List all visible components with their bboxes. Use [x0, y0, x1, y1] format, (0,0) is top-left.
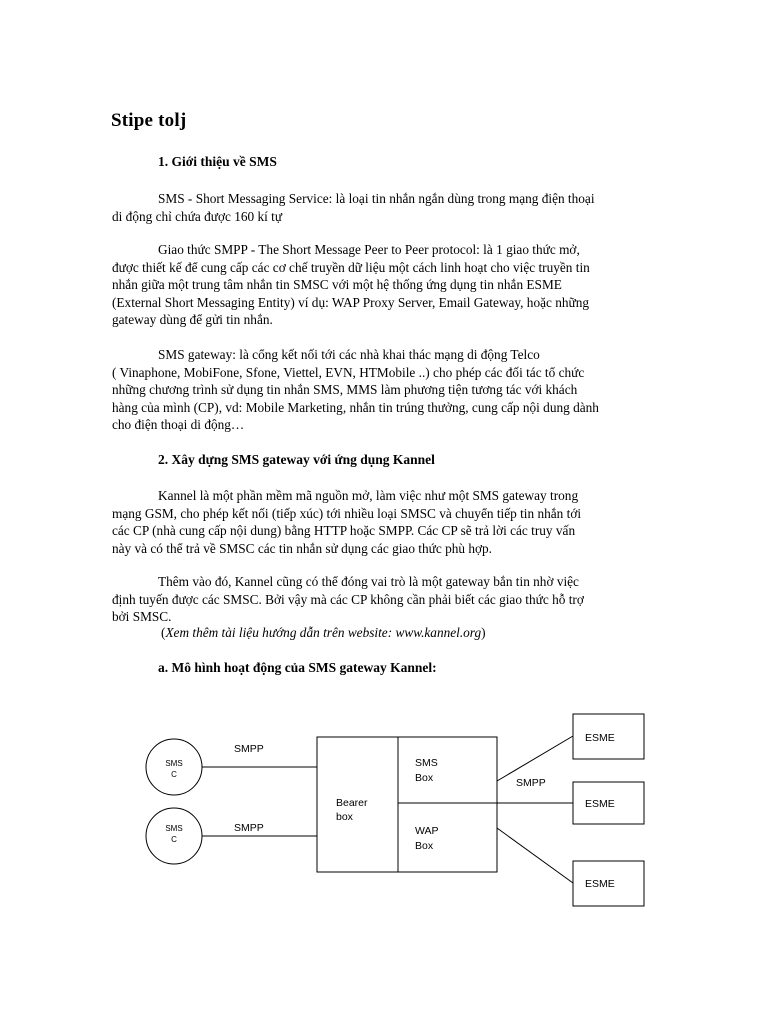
esme-label-2: ESME — [585, 798, 615, 810]
sms-box-label-1: SMS — [415, 757, 438, 769]
smpp-top-label: SMPP — [234, 743, 264, 755]
text-line: di động chỉ chứa được 160 kí tự — [112, 208, 283, 224]
text-line: này và có thể trả về SMSC các tin nhắn sử dụng các giao thức phù hợp. — [112, 540, 492, 556]
note-close-paren: ) — [481, 625, 486, 640]
section-a-heading: a. Mô hình hoạt động của SMS gateway Kannel: — [158, 660, 437, 675]
bearer-box-label-2: box — [336, 811, 353, 823]
text-line: mạng GSM, cho phép kết nối (tiếp xúc) tới nhiều loại SMSC và chuyển tiếp tin nhắn tới — [112, 505, 582, 521]
esme-top-link — [497, 736, 573, 781]
smpp-right-label: SMPP — [516, 777, 546, 789]
smsc-bottom-label-2: C — [171, 835, 177, 844]
text-line: bởi SMSC. — [112, 609, 172, 624]
text-line: Kannel là một phần mềm mã nguồn mở, làm việc như một SMS gateway trong — [158, 488, 579, 503]
esme-label-3: ESME — [585, 878, 615, 890]
text-line: Giao thức SMPP - The Short Message Peer to Peer protocol: là 1 giao thức mở, — [158, 242, 580, 257]
section-2-heading: 2. Xây dựng SMS gateway với ứng dụng Kannel — [158, 452, 435, 467]
text-line: ( Vinaphone, MobiFone, Sfone, Viettel, EVN, HTMobile ..) cho phép các đối tác tổ chức — [112, 364, 585, 380]
section-1-heading: 1. Giới thiệu về SMS — [158, 154, 277, 169]
text-line: cho điện thoại di động… — [112, 417, 245, 432]
text-line: những chương trình sử dụng tin nhắn SMS, MMS làm phương tiện tương tác với khách — [112, 382, 578, 397]
text-line: (External Short Messaging Entity) ví dụ: WAP Proxy Server, Email Gateway, hoặc những — [112, 294, 590, 310]
text-line: nhắn giữa một trung tâm nhắn tin SMSC với một hệ thống ứng dụng tin nhắn ESME — [112, 277, 562, 292]
text-line: SMS gateway: là cổng kết nối tới các nhà khai thác mạng di động Telco — [158, 347, 540, 362]
text-line: hàng của mình (CP), vd: Mobile Marketing, nhắn tin trúng thưởng, cung cấp nội dung dành — [112, 399, 599, 415]
smpp-bottom-label: SMPP — [234, 822, 264, 834]
text-line: các CP (nhà cung cấp nội dung) bằng HTTP hoặc SMPP. Các CP sẽ trả lời các truy vấn — [112, 523, 576, 538]
wap-box-label-1: WAP — [415, 825, 439, 837]
text-line: định tuyến được các SMSC. Bởi vậy mà các CP không cần phải biết các giao thức hỗ trợ — [112, 591, 584, 607]
esme-label-1: ESME — [585, 732, 615, 744]
smsc-top-label-2: C — [171, 770, 177, 779]
author-name: Stipe tolj — [111, 110, 187, 131]
text-line: gateway dùng để gửi tin nhắn. — [112, 312, 273, 327]
sms-wap-box-frame — [398, 737, 497, 872]
smsc-bottom-label-1: SMS — [165, 824, 183, 833]
text-line: được thiết kế để cung cấp các cơ chế truyền dữ liệu một cách linh hoạt cho việc truyền tin — [112, 259, 590, 275]
wap-box-label-2: Box — [415, 840, 434, 852]
text-line: Thêm vào đó, Kannel cũng có thể đóng vai trò là một gateway bắn tin nhờ việc — [158, 574, 579, 589]
note-text: Xem thêm tài liệu hướng dẫn trên website: www.kannel.org — [165, 625, 482, 640]
esme-bottom-link — [497, 828, 573, 883]
bearer-box-label-1: Bearer — [336, 797, 368, 809]
sms-box-label-2: Box — [415, 772, 434, 784]
smsc-top-label-1: SMS — [165, 759, 183, 768]
note-open-paren: ( — [161, 625, 166, 640]
text-line: SMS - Short Messaging Service: là loại tin nhắn ngắn dùng trong mạng điện thoại — [158, 191, 595, 206]
